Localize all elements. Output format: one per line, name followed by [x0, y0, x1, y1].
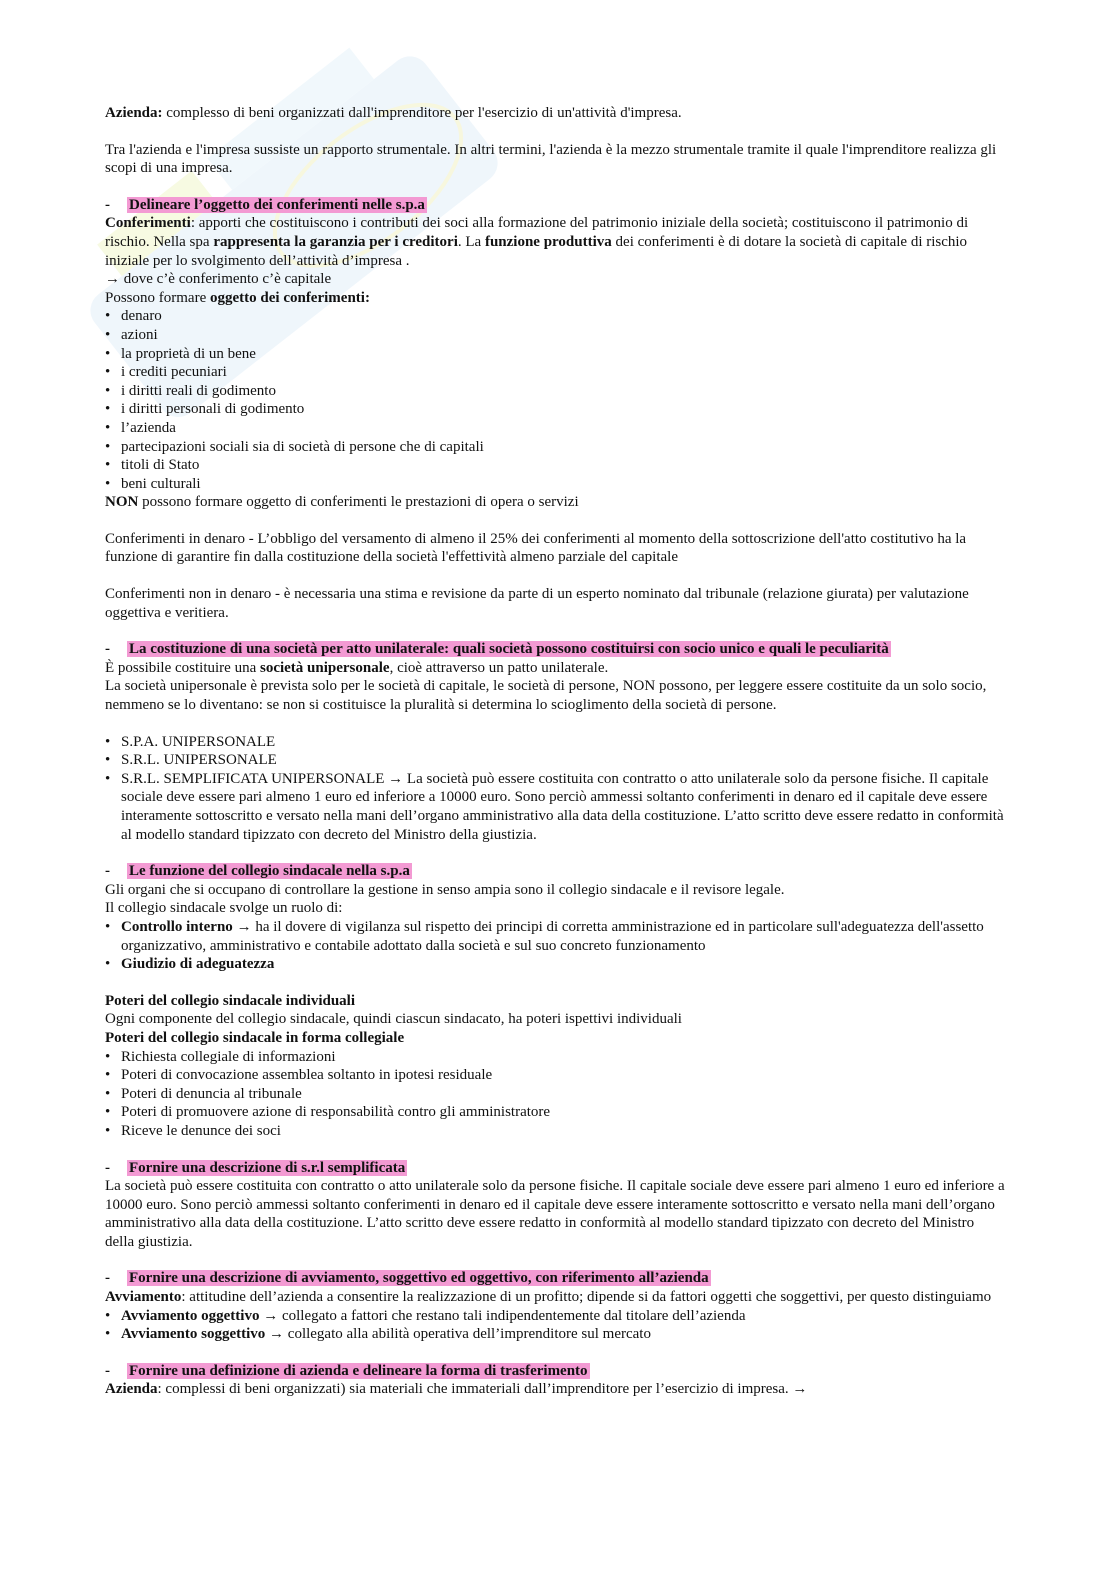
- list-item: • i crediti pecuniari: [105, 363, 1005, 382]
- paragraph: Azienda: complessi di beni organizzati) sia materiali che immateriali dall’imprenditore per l’esercizio di impresa. →: [105, 1381, 808, 1398]
- list-item: • S.R.L. SEMPLIFICATA UNIPERSONALE → La società può essere costituita con contratto o atto unilaterale solo da persone fisiche. Il capitale sociale deve essere pari almeno 1 euro ed inferiore a 10000 euro. Sono perciò ammessi soltanto conferimenti in denaro ed il capitale deve essere interamente sottoscritto e versato nella mani dell’organo amministrativo alla data della costituzione. L’atto scritto deve essere redatto in conformità al modello standard tipizzato con decreto del Ministro della giustizia.: [105, 770, 1005, 844]
- subheading: Poteri del collegio sindacale in forma collegiale: [105, 1029, 405, 1046]
- section-heading: - La costituzione di una società per atto unilaterale: quali società possono costituirsi con socio unico e quali le peculiarità: [105, 641, 889, 658]
- section-heading: - Fornire una descrizione di avviamento, soggettivo ed oggettivo, con riferimento all’azienda: [105, 1270, 709, 1287]
- list-item: • l’azienda: [105, 419, 1005, 438]
- paragraph: NON possono formare oggetto di conferimenti le prestazioni di opera o servizi: [105, 494, 579, 511]
- section-heading: - Fornire una descrizione di s.r.l semplificata: [105, 1159, 406, 1176]
- section-collegio-sindacale: [105, 862, 1005, 1140]
- section-azienda-trasferimento: [105, 1362, 1005, 1399]
- list-item: • titoli di Stato: [105, 456, 1005, 475]
- paragraph: Conferimenti non in denaro - è necessaria una stima e revisione da parte di un esperto nominato dal tribunale (relazione giurata) per valutazione oggettiva e veritiera.: [105, 586, 969, 621]
- arrow-line: → dove c’è conferimento c’è capitale: [105, 271, 332, 288]
- paragraph: Conferimenti: apporti che costituiscono i contributi dei soci alla formazione del patrimonio iniziale della società; costituiscono il patrimonio di rischio. Nella spa rappresenta la garanzia per i creditori. La funzione produttiva dei conferimenti è di dotare la società di capitale di rischio iniziale per lo svolgimento dell’attività d’impresa .: [105, 215, 969, 269]
- poteri-list: [105, 1048, 1005, 1141]
- subheading: Poteri del collegio sindacale individuali: [105, 992, 356, 1009]
- paragraph: Il collegio sindacale svolge un ruolo di:: [105, 900, 343, 917]
- ruolo-list: [105, 918, 1005, 974]
- paragraph: È possibile costituire una società unipersonale, cioè attraverso un patto unilaterale.: [105, 659, 609, 676]
- intro-rapporto: Tra l'azienda e l'impresa sussiste un rapporto strumentale. In altri termini, l'azienda è la mezzo strumentale tramite il quale l'imprenditore realizza gli scopi di una impresa.: [105, 141, 997, 177]
- paragraph: Gli organi che si occupano di controllare la gestione in senso ampia sono il collegio sindacale e il revisore legale.: [105, 881, 785, 898]
- list-item: • Avviamento oggettivo → collegato a fattori che restano tali indipendentemente dal titolare dell’azienda: [105, 1307, 1005, 1326]
- section-heading: - Le funzione del collegio sindacale nella s.p.a: [105, 863, 410, 880]
- list-item: • partecipazioni sociali sia di società di persone che di capitali: [105, 438, 1005, 457]
- list-item: • beni culturali: [105, 475, 1005, 494]
- section-heading: - Delineare l’oggetto dei conferimenti nelle s.p.a: [105, 196, 425, 213]
- list-item: • la proprietà di un bene: [105, 345, 1005, 364]
- unipersonale-list: [105, 733, 1005, 845]
- section-costituzione: [105, 640, 1005, 844]
- list-item: • Poteri di promuovere azione di responsabilità contro gli amministratore: [105, 1103, 1005, 1122]
- paragraph: Avviamento: attitudine dell’azienda a consentire la realizzazione di un profitto; dipende si da fattori oggetti che soggettivi, per questo distinguiamo: [105, 1289, 992, 1306]
- section-conferimenti: [105, 196, 1005, 622]
- paragraph: La società può essere costituita con contratto o atto unilaterale solo da persone fisiche. Il capitale sociale deve essere pari almeno 1 euro ed inferiore a 10000 euro. Sono perciò ammessi soltanto conferimenti in denaro ed il capitale deve essere interamente sottoscritto e versato nella mani dell’organo amministrativo alla data della costituzione. L’atto scritto deve essere redatto in conformità al modello standard tipizzato con decreto del Ministro della giustizia.: [105, 1178, 1005, 1250]
- section-avviamento: [105, 1269, 1005, 1343]
- list-item: • S.P.A. UNIPERSONALE: [105, 733, 1005, 752]
- list-item: • Poteri di denuncia al tribunale: [105, 1085, 1005, 1104]
- list-item: • Giudizio di adeguatezza: [105, 955, 1005, 974]
- section-srl-semplificata: [105, 1159, 1005, 1252]
- list-item: • i diritti reali di godimento: [105, 382, 1005, 401]
- paragraph: Possono formare oggetto dei conferimenti:: [105, 289, 370, 306]
- list-item: • denaro: [105, 307, 1005, 326]
- list-item: • Avviamento soggettivo → collegato alla abilità operativa dell’imprenditore sul mercato: [105, 1325, 1005, 1344]
- avviamento-list: [105, 1307, 1005, 1344]
- section-heading: - Fornire una definizione di azienda e delineare la forma di trasferimento: [105, 1362, 588, 1379]
- intro-azienda: Azienda: complesso di beni organizzati dall'imprenditore per l'esercizio di un'attività d'impresa.: [105, 105, 682, 121]
- paragraph: Conferimenti in denaro - L’obbligo del versamento di almeno il 25% dei conferimenti al momento della sottoscrizione dell'atto costitutivo ha la funzione di garantire fin dalla costituzione della società l'effettività almeno parziale del capitale: [105, 530, 967, 566]
- list-item: • Controllo interno → ha il dovere di vigilanza sul rispetto dei principi di corretta amministrazione ed in particolare sull'adeguatezza dell'assetto organizzativo, amministrativo e contabile adottato dalla società e sul suo concreto funzionamento: [105, 918, 1005, 955]
- document-page: [105, 104, 1005, 1399]
- list-item: • Riceve le denunce dei soci: [105, 1122, 1005, 1141]
- conferimenti-list: [105, 307, 1005, 493]
- paragraph: Ogni componente del collegio sindacale, quindi ciascun sindacato, ha poteri ispettivi individuali: [105, 1011, 682, 1028]
- list-item: • S.R.L. UNIPERSONALE: [105, 751, 1005, 770]
- list-item: • azioni: [105, 326, 1005, 345]
- paragraph: La società unipersonale è prevista solo per le società di capitale, le società di persone, NON possono, per leggere essere costituite da un solo socio, nemmeno se lo diventano: se non si costituisce la pluralità si determina lo scioglimento della società di persone.: [105, 678, 987, 714]
- list-item: • i diritti personali di godimento: [105, 400, 1005, 419]
- list-item: • Poteri di convocazione assemblea soltanto in ipotesi residuale: [105, 1066, 1005, 1085]
- list-item: • Richiesta collegiale di informazioni: [105, 1048, 1005, 1067]
